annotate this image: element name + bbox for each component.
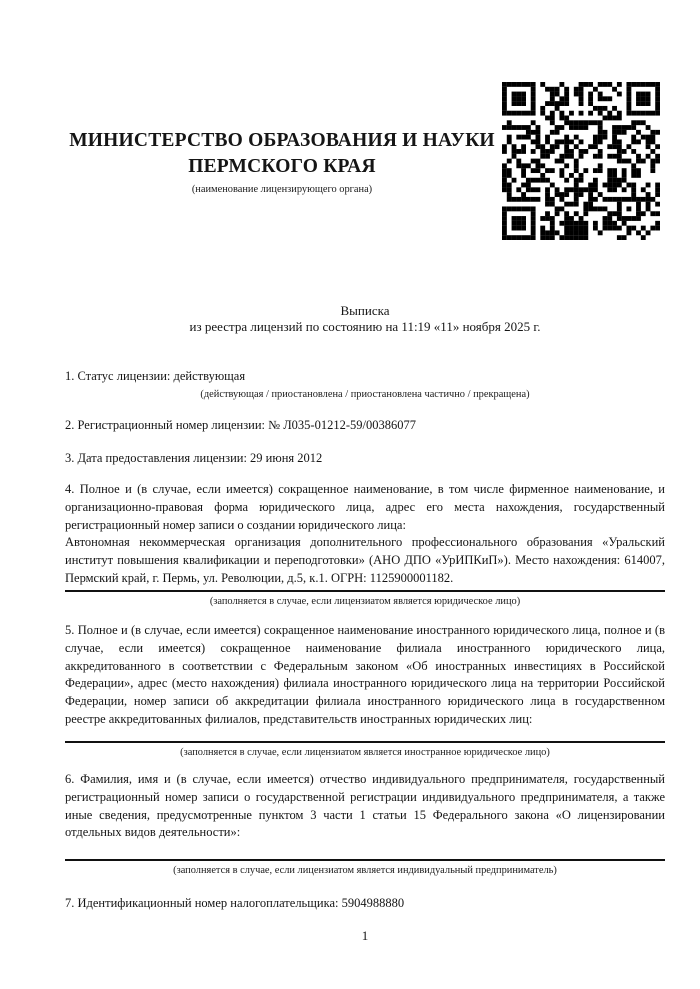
legal-entity-label: 4. Полное и (в случае, если имеется) сокращенное наименование, в том числе фирменное наименование, и организационно-правовая форма юридического лица, адрес его места нахождения, государственный регистрационный номер записи о создании юридического лица: — [65, 482, 665, 532]
page-number: 1 — [361, 928, 369, 943]
item-taxpayer-number — [65, 895, 665, 913]
legal-entity-caption: (заполняется в случае, если лицензиатом является юридическое лицо) — [209, 595, 521, 607]
licensing-authority-header — [62, 128, 502, 196]
license-status-caption: (действующая / приостановлена / приостановлена частично / прекращена) — [200, 388, 530, 400]
license-status-text: 1. Статус лицензии: действующая — [65, 369, 246, 383]
item-individual-entrepreneur — [65, 771, 665, 877]
ministry-name-line2: ПЕРМСКОГО КРАЯ — [188, 156, 376, 177]
individual-entrepreneur-caption: (заполняется в случае, если лицензиатом является индивидуальный предприниматель) — [173, 865, 557, 877]
foreign-entity-caption: (заполняется в случае, если лицензиатом является иностранное юридическое лицо) — [180, 746, 550, 758]
foreign-entity-underline — [65, 741, 665, 743]
item-license-status — [65, 368, 665, 401]
item-foreign-entity — [65, 622, 665, 759]
ministry-caption: (наименование лицензирующего органа) — [191, 184, 373, 195]
foreign-entity-label: 5. Полное и (в случае, если имеется) сокращенное наименование иностранного юридического лица, полное и (в случае, если имеется) сокращенное наименование филиала иностранного юридического лица, аккредитованного в соответствии с Федеральным законом «Об иностранных инвестициях в Российской Федерации», адрес (место нахождения) филиала иностранного юридического лица на территории Российской Федерации, номер записи об аккредитации филиала иностранного юридического лица в государственном реестре аккредитованных филиалов, представительств иностранных юридических лиц: — [65, 623, 665, 726]
ministry-name-line1: МИНИСТЕРСТВО ОБРАЗОВАНИЯ И НАУКИ — [69, 130, 495, 151]
document-title — [65, 303, 665, 335]
individual-entrepreneur-label: 6. Фамилия, имя и (в случае, если имеется) отчество индивидуального предпринимателя, государственный регистрационный номер записи о государственной регистрации индивидуального предпринимателя, а также иные сведения, предусмотренные пунктом 3 части 1 статьи 15 Федерального закона «О лицензировании отдельных видов деятельности»: — [65, 772, 665, 840]
legal-entity-value: Автономная некоммерческая организация дополнительного профессионального образования «Уральский институт повышения квалификации и переподготовки» (АНО ДПО «УрИПКиП»). Место нахождения: 614007, Пермский край, г. Пермь, ул. Революции, д.5, к.1. ОГРН: 1125900001182. — [65, 535, 665, 585]
license-date-text: 3. Дата предоставления лицензии: 29 июня 2012 — [65, 451, 323, 465]
item-license-date — [65, 450, 665, 468]
qr-code-image — [502, 82, 660, 240]
qr-code — [502, 82, 660, 240]
registration-number-text: 2. Регистрационный номер лицензии: № Л035-01212-59/00386077 — [65, 418, 416, 432]
title-line2: из реестра лицензий по состоянию на 11:19 «11» ноября 2025 г. — [189, 319, 541, 334]
item-registration-number — [65, 417, 665, 435]
taxpayer-number-text: 7. Идентификационный номер налогоплательщика: 5904988880 — [65, 896, 405, 910]
item-legal-entity — [65, 481, 665, 608]
title-line1: Выписка — [340, 303, 390, 318]
individual-entrepreneur-underline — [65, 859, 665, 861]
legal-entity-underline — [65, 590, 665, 592]
